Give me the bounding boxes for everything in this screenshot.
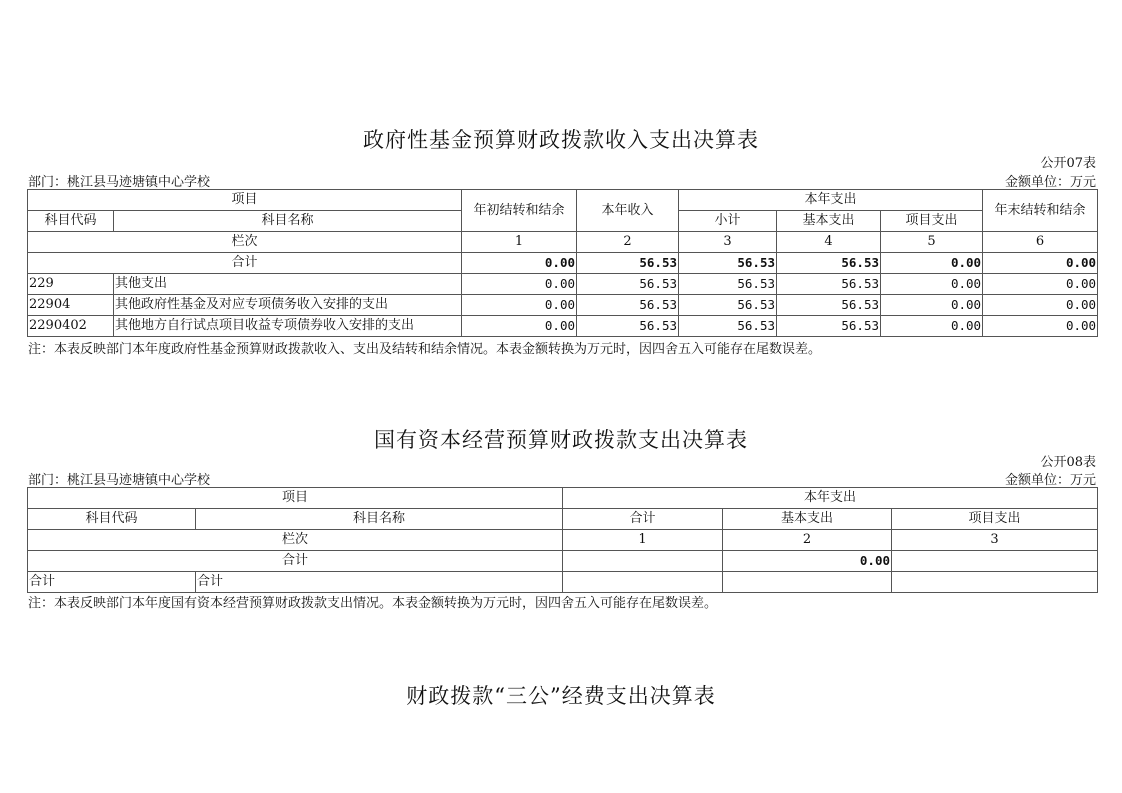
row-value: 0.00 (462, 274, 577, 295)
row-value: 0.00 (881, 274, 983, 295)
header-expense: 本年支出 (563, 488, 1098, 509)
row-value: 0.00 (881, 295, 983, 316)
table-row (28, 295, 1098, 316)
table2-department: 部门：桃江县马迹塘镇中心学校 (28, 473, 211, 488)
header-code: 科目代码 (28, 509, 196, 530)
table3-title: 财政拨款“三公”经费支出决算表 (406, 684, 716, 708)
row-code: 2290402 (28, 316, 114, 337)
total-cell (892, 551, 1098, 572)
table1-title: 政府性基金预算财政拨款收入支出决算表 (363, 128, 759, 152)
column-index: 1 (462, 232, 577, 253)
row-value: 56.53 (777, 295, 881, 316)
row-value: 56.53 (577, 295, 679, 316)
header-name: 科目名称 (114, 211, 462, 232)
header-end-balance: 年末结转和结余 (983, 190, 1098, 232)
row-name: 其他地方自行试点项目收益专项债券收入安排的支出 (114, 316, 462, 337)
total-label: 合计 (28, 253, 462, 274)
total-row (28, 253, 1098, 274)
table1-unit: 金额单位：万元 (1004, 175, 1096, 190)
header-item: 项目 (28, 488, 563, 509)
table1-department: 部门：桃江县马迹塘镇中心学校 (28, 175, 211, 190)
row-value: 56.53 (679, 274, 777, 295)
header-item: 项目 (28, 190, 462, 211)
table2-title: 国有资本经营预算财政拨款支出决算表 (374, 428, 748, 452)
row-value: 56.53 (679, 295, 777, 316)
state-capital-table (27, 487, 1098, 593)
total-cell: 0.00 (983, 253, 1098, 274)
table-row (28, 316, 1098, 337)
table-row (28, 572, 1098, 593)
total-cell: 0.00 (723, 551, 892, 572)
row-value: 56.53 (577, 316, 679, 337)
row-value (563, 572, 723, 593)
table-row (28, 274, 1098, 295)
header-project: 项目支出 (892, 509, 1098, 530)
row-name: 合计 (196, 572, 563, 593)
column-index: 2 (723, 530, 892, 551)
column-index: 5 (881, 232, 983, 253)
column-index-label: 栏次 (28, 232, 462, 253)
column-index: 1 (563, 530, 723, 551)
header-begin-balance: 年初结转和结余 (462, 190, 577, 232)
row-value: 0.00 (462, 316, 577, 337)
row-value: 0.00 (462, 295, 577, 316)
table2-code: 公开08表 (1040, 455, 1096, 470)
total-row (28, 551, 1098, 572)
header-code: 科目代码 (28, 211, 114, 232)
row-name: 其他支出 (114, 274, 462, 295)
header-income: 本年收入 (577, 190, 679, 232)
row-value (723, 572, 892, 593)
total-cell: 56.53 (679, 253, 777, 274)
table1-code: 公开07表 (1040, 156, 1096, 171)
total-cell: 56.53 (777, 253, 881, 274)
total-label: 合计 (28, 551, 563, 572)
column-index: 6 (983, 232, 1098, 253)
header-expense: 本年支出 (679, 190, 983, 211)
header-subtotal: 小计 (679, 211, 777, 232)
column-index: 2 (577, 232, 679, 253)
government-fund-table (27, 189, 1098, 337)
row-value: 56.53 (679, 316, 777, 337)
row-code: 229 (28, 274, 114, 295)
row-value: 56.53 (777, 274, 881, 295)
row-value (892, 572, 1098, 593)
header-total: 合计 (563, 509, 723, 530)
column-index: 3 (892, 530, 1098, 551)
column-index-label: 栏次 (28, 530, 563, 551)
column-index: 3 (679, 232, 777, 253)
table2-unit: 金额单位：万元 (1004, 473, 1096, 488)
header-basic: 基本支出 (777, 211, 881, 232)
header-project: 项目支出 (881, 211, 983, 232)
total-cell: 56.53 (577, 253, 679, 274)
total-cell (563, 551, 723, 572)
row-value: 56.53 (577, 274, 679, 295)
row-value: 0.00 (881, 316, 983, 337)
header-basic: 基本支出 (723, 509, 892, 530)
row-value: 0.00 (983, 274, 1098, 295)
row-value: 56.53 (777, 316, 881, 337)
total-cell: 0.00 (462, 253, 577, 274)
column-index: 4 (777, 232, 881, 253)
row-value: 0.00 (983, 295, 1098, 316)
row-name: 其他政府性基金及对应专项债务收入安排的支出 (114, 295, 462, 316)
row-value: 0.00 (983, 316, 1098, 337)
table1-note: 注：本表反映部门本年度政府性基金预算财政拨款收入、支出及结转和结余情况。本表金额转换为万元时，因四舍五入可能存在尾数误差。 (28, 342, 822, 357)
row-code: 合计 (28, 572, 196, 593)
total-cell: 0.00 (881, 253, 983, 274)
row-code: 22904 (28, 295, 114, 316)
table2-note: 注：本表反映部门本年度国有资本经营预算财政拨款支出情况。本表金额转换为万元时，因四舍五入可能存在尾数误差。 (28, 596, 718, 611)
header-name: 科目名称 (196, 509, 563, 530)
